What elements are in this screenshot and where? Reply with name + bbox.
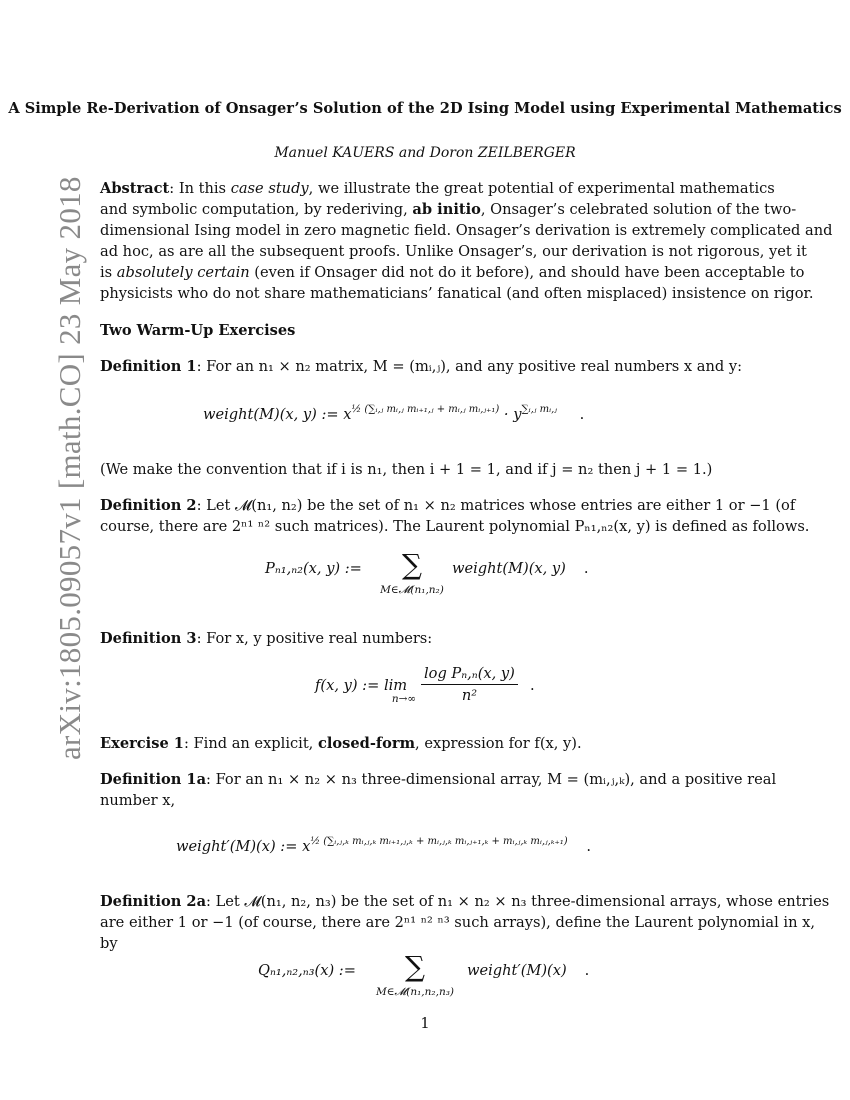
fraction-denominator: n² xyxy=(461,687,478,704)
abstract-line-1: Abstract: In this case study, we illustrate the great potential of experimental mathematics xyxy=(100,180,775,197)
equation-laurent-p: Pₙ₁,ₙ₂(x, y) := xyxy=(265,560,362,577)
definition-1a-line-2: number x, xyxy=(100,792,176,809)
abstract-emphasis-2: absolutely certain xyxy=(116,264,250,281)
equation-free-energy-end: . xyxy=(530,677,535,694)
abstract-line-2: and symbolic computation, by rederiving, ab initio, Onsager’s celebrated solution of the two- xyxy=(100,201,797,218)
definition-2a-line-1: Definition 2a: Let 𝓜(n₁, n₂, n₃) be the set of n₁ × n₂ × n₃ three-dimensional arrays, whose entries xyxy=(100,893,830,910)
abstract-label: Abstract xyxy=(100,180,170,197)
definition-3-label: Definition 3 xyxy=(100,630,197,647)
page-number: 1 xyxy=(420,1015,430,1032)
exercise-1-label: Exercise 1 xyxy=(100,735,184,752)
abstract-line-3: dimensional Ising model in zero magnetic field. Onsager’s derivation is extremely complicated and xyxy=(100,222,833,239)
fraction-numerator: log Pₙ,ₙ(x, y) xyxy=(421,665,518,685)
abstract-line-4: ad hoc, as are all the subsequent proofs. Unlike Onsager’s, our derivation is not rigorous, yet it xyxy=(100,243,807,260)
definition-2a-line-2: are either 1 or −1 (of course, there are 2ⁿ¹ ⁿ² ⁿ³ such arrays), define the Laurent polynomial in x, xyxy=(100,914,816,931)
abstract-bold: ab initio xyxy=(412,201,481,218)
definition-1a-label: Definition 1a xyxy=(100,771,207,788)
definition-2-line-1: Definition 2: Let 𝓜(n₁, n₂) be the set of n₁ × n₂ matrices whose entries are either 1 or −1 (of xyxy=(100,497,796,514)
definition-1-label: Definition 1 xyxy=(100,358,197,375)
abstract-emphasis: case study xyxy=(230,180,309,197)
abstract-line-6: physicists who do not share mathematicians’ fanatical (and often misplaced) insistence on rigor. xyxy=(100,285,814,302)
definition-1a-line-1: Definition 1a: For an n₁ × n₂ × n₃ three-dimensional array, M = (mᵢ,ⱼ,ₖ), and a positive real xyxy=(100,771,777,788)
equation-laurent-q-rhs: weight′(M)(x) . xyxy=(467,962,590,979)
paper-title: A Simple Re-Derivation of Onsager’s Solution of the 2D Ising Model using Experimental Mathematics xyxy=(8,100,842,117)
summation-index-3d: M∈𝓜(n₁,n₂,n₃) xyxy=(375,986,455,998)
definition-2-line-2: course, there are 2ⁿ¹ ⁿ² such matrices). The Laurent polynomial Pₙ₁,ₙ₂(x, y) is defined as follows. xyxy=(100,518,810,535)
equation-weight: weight(M)(x, y) := $x^{\frac{1}{2} (\sum ᵢ,ⱼ mᵢ,ⱼ mᵢ_{+1},ⱼ + mᵢ,ⱼ mᵢ,ⱼ_{+1})} \cdot y^{\sum ᵢ,ⱼ mᵢ,ⱼ}$ . xyxy=(203,404,585,423)
abstract-line-5: is absolutely certain (even if Onsager did not do it before), and should have been acceptable to xyxy=(100,264,805,281)
definition-2-label: Definition 2 xyxy=(100,497,197,514)
arxiv-identifier-stamp: arXiv:1805.09057v1 [math.CO] 23 May 2018 xyxy=(52,176,87,760)
definition-3: Definition 3: For x, y positive real numbers: xyxy=(100,630,433,647)
equation-weight-3d: weight′(M)(x) := $x^{\frac{1}{2} (\sum ᵢ,ⱼ,_k mᵢ,ⱼ,_k mᵢ_{+1},ⱼ,_k + mᵢ,ⱼ,_k mᵢ,ⱼ_{+1},_k + mᵢ,ⱼ,_k mᵢ,ⱼ,_{k+1})}$ . xyxy=(176,836,591,855)
equation-free-energy: f(x, y) := lim xyxy=(315,677,408,694)
convention-note: (We make the convention that if i is n₁, then i + 1 = 1, and if j = n₂ then j + 1 = 1.) xyxy=(100,461,713,478)
equation-laurent-q: Qₙ₁,ₙ₂,ₙ₃(x) := xyxy=(258,962,356,979)
limit-index: n→∞ xyxy=(391,693,417,705)
summation-symbol-3d: ∑ xyxy=(405,950,425,983)
equation-laurent-p-rhs: weight(M)(x, y) . xyxy=(452,560,589,577)
definition-2a-line-3: by xyxy=(100,935,118,952)
definition-1: Definition 1: For an n₁ × n₂ matrix, M = (mᵢ,ⱼ), and any positive real numbers x and y: xyxy=(100,358,743,375)
exercise-1: Exercise 1: Find an explicit, closed-form, expression for f(x, y). xyxy=(100,735,582,752)
summation-symbol: ∑ xyxy=(402,548,422,581)
section-heading: Two Warm-Up Exercises xyxy=(100,322,296,339)
free-energy-fraction xyxy=(421,665,518,704)
summation-index: M∈𝓜(n₁,n₂) xyxy=(380,584,444,596)
authors: Manuel KAUERS and Doron ZEILBERGER xyxy=(274,145,576,161)
definition-2a-label: Definition 2a xyxy=(100,893,207,910)
